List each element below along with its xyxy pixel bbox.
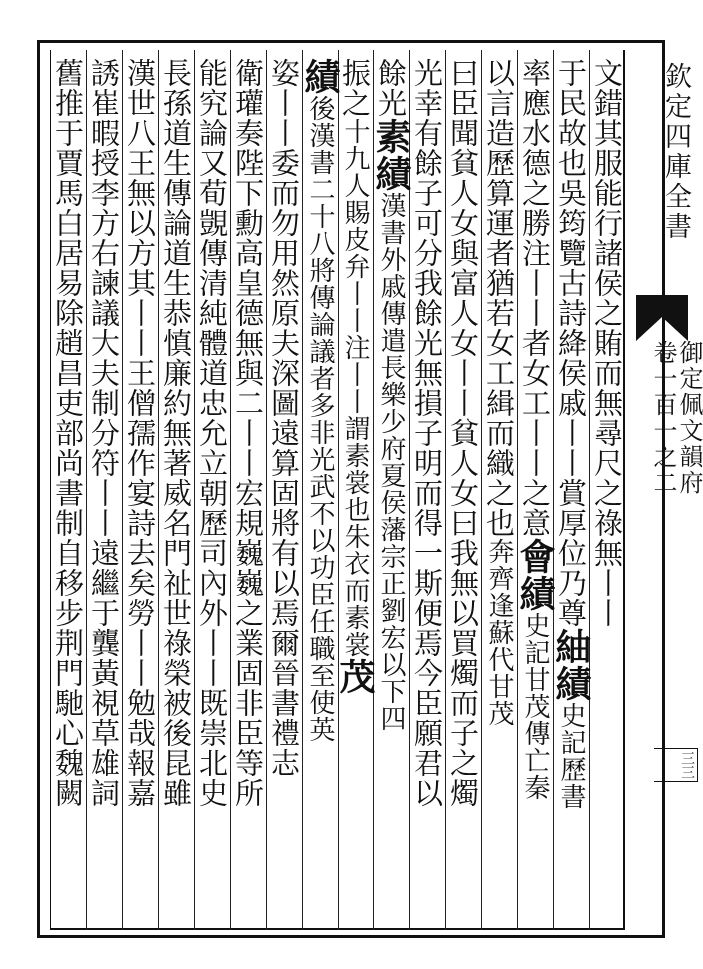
body-text: 舊推于賈馬白居易除趙昌吏部尚書制自移步荆門馳心魏闕 xyxy=(51,58,85,808)
body-text: 光幸有餘子可分我餘光無損子明而得一斯便焉今臣願君以 xyxy=(410,58,444,808)
text-column xyxy=(514,58,556,918)
body-text: 能究論又荀覬傳清純體道忠允立朝歷司內外丨丨既崇北史 xyxy=(195,58,229,808)
headword: 紬績 xyxy=(550,628,592,702)
body-text: 振之 xyxy=(338,58,372,118)
body-text: 以言造歷算運者猶若女工緝而織之也 xyxy=(482,58,516,538)
text-column xyxy=(550,58,592,918)
body-text: 文錯其服能行諸侯之賄而無尋尺之祿無丨丨 xyxy=(590,58,624,628)
annotation-text: 史記甘茂傳亡秦 xyxy=(520,612,550,801)
text-column xyxy=(299,58,341,918)
fishtail-mark-icon xyxy=(636,295,688,341)
text-column xyxy=(194,58,230,918)
text-column xyxy=(50,58,86,918)
text-column xyxy=(445,58,481,918)
margin-subtitle-work: 御定佩文韻府 xyxy=(675,340,703,496)
headword: 會績 xyxy=(514,538,556,612)
annotation-text: 漢書外戚傳遣長樂少府夏侯藩宗正劉宏以下四 xyxy=(376,192,406,732)
body-text: 長孫道生傳論道生恭慎廉約無著威名門祉世祿榮被後昆雖 xyxy=(159,58,193,808)
text-column xyxy=(334,58,376,918)
text-column xyxy=(589,58,625,918)
text-column xyxy=(158,58,194,918)
text-column xyxy=(266,58,302,918)
annotation-text: 奔齊逢蘇代甘茂 xyxy=(484,538,514,727)
body-text: 率應水德之勝注丨丨者女工丨丨之意 xyxy=(518,58,552,538)
body-text: 漢世八王無以方其丨丨王僧孺作宴詩去矣勞丨丨勉哉報嘉 xyxy=(123,58,157,808)
margin-subtitle-volume: 卷一百一之二 xyxy=(649,340,677,496)
headword: 素績 xyxy=(370,118,412,192)
headword: 茂 xyxy=(334,658,376,695)
text-column xyxy=(481,58,517,918)
margin-subtitle xyxy=(648,340,702,670)
leaf-number: 三三 xyxy=(654,748,698,782)
margin-book-title: 欽定四庫全書 xyxy=(660,62,691,242)
text-column xyxy=(370,58,412,918)
text-column xyxy=(122,58,158,918)
annotation-text: 史記歷書 xyxy=(556,702,586,810)
text-column xyxy=(86,58,122,918)
body-text: 餘光 xyxy=(374,58,408,118)
annotation-text: 十九人賜皮弁丨丨注丨丨謂素裳也朱衣而素裳 xyxy=(340,118,370,658)
text-column xyxy=(230,58,266,918)
body-text: 姿丨丨委而勿用然原夫深圖遠算固將有以焉爾晉書禮志 xyxy=(267,58,301,778)
body-text: 誘崔暇授李方右諫議大夫制分符丨丨遠繼于龔黃視草雄詞 xyxy=(87,58,121,808)
annotation-text: 後漢書二十八將傳論議者多非光武不以功臣任職至使英 xyxy=(305,95,335,743)
body-text: 衛瓘奏陛下勳高皇德無與二丨丨宏規巍巍之業固非臣等所 xyxy=(231,58,265,808)
body-text: 于民故也吳筠覽古詩絳侯戚丨丨賞厚位乃尊 xyxy=(554,58,588,628)
text-column xyxy=(409,58,445,918)
headword: 績 xyxy=(299,58,341,95)
body-text: 曰臣聞貧人女與富人女丨丨貧人女曰我無以買燭而子之燭 xyxy=(446,58,480,808)
